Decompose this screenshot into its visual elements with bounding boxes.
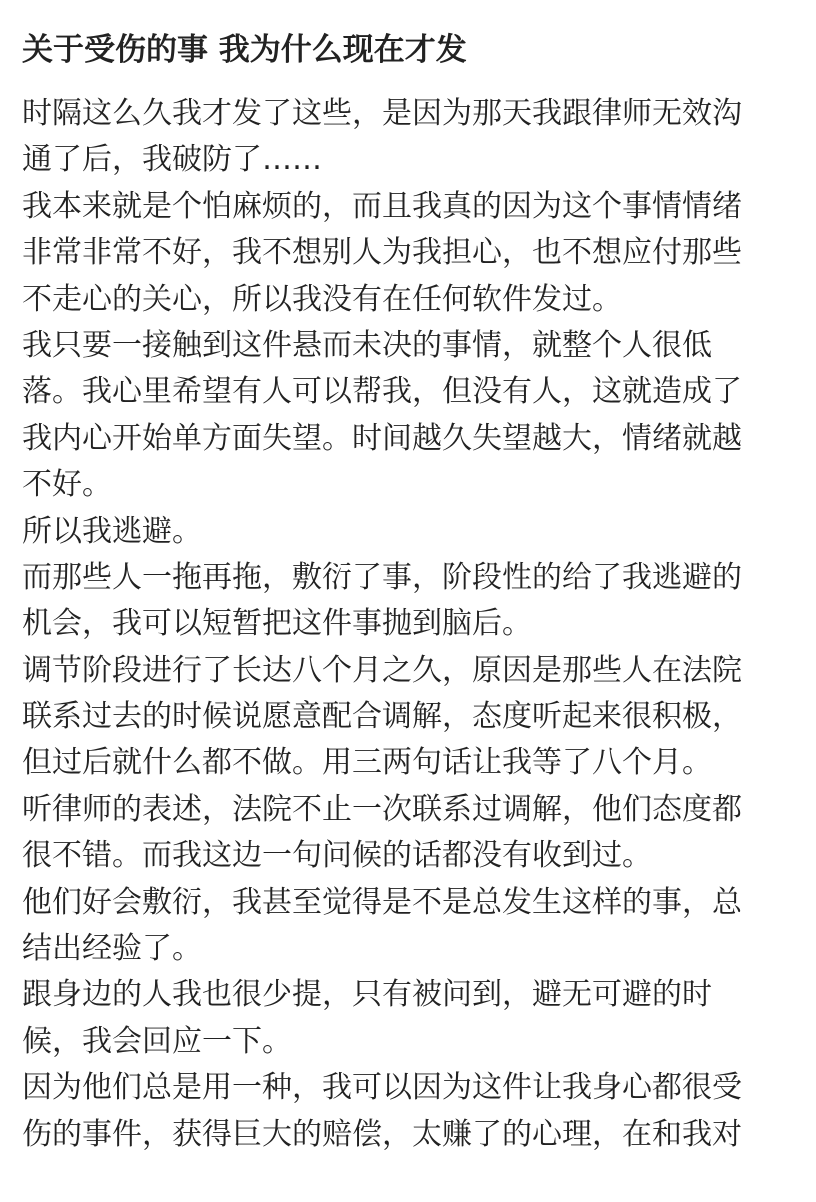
body-line: 因为他们总是用一种，我可以因为这件让我身心都很受 <box>22 1070 742 1106</box>
post-title: 关于受伤的事 我为什么现在才发 <box>22 32 467 68</box>
body-line: 很不错。而我这边一句问候的话都没有收到过。 <box>22 838 652 874</box>
body-line: 结出经验了。 <box>22 931 202 967</box>
body-line: 伤的事件，获得巨大的赔偿，太赚了的心理，在和我对 <box>22 1116 742 1152</box>
body-line: 我内心开始单方面失望。时间越久失望越大，情绪就越 <box>22 420 742 456</box>
body-line: 不好。 <box>22 467 112 503</box>
post-body <box>22 91 798 1158</box>
body-line: 我只要一接触到这件悬而未决的事情，就整个人很低 <box>22 327 712 363</box>
body-line: 听律师的表述，法院不止一次联系过调解，他们态度都 <box>22 791 742 827</box>
body-line: 联系过去的时候说愿意配合调解，态度听起来很积极， <box>22 699 742 735</box>
body-line: 而那些人一拖再拖，敷衍了事，阶段性的给了我逃避的 <box>22 559 742 595</box>
body-line: 他们好会敷衍，我甚至觉得是不是总发生这样的事，总 <box>22 884 742 920</box>
body-line: 我本来就是个怕麻烦的，而且我真的因为这个事情情绪 <box>22 188 742 224</box>
body-line: 跟身边的人我也很少提，只有被问到，避无可避的时 <box>22 977 712 1013</box>
body-line: 不走心的关心，所以我没有在任何软件发过。 <box>22 281 622 317</box>
body-line: 所以我逃避。 <box>22 513 202 549</box>
body-line: 落。我心里希望有人可以帮我，但没有人，这就造成了 <box>22 374 742 410</box>
body-line: 时隔这么久我才发了这些，是因为那天我跟律师无效沟 <box>22 96 742 131</box>
body-line: 机会，我可以短暂把这件事抛到脑后。 <box>22 606 532 642</box>
body-line: 非常非常不好，我不想别人为我担心，也不想应付那些 <box>22 235 742 271</box>
body-line: 通了后，我破防了…… <box>22 142 322 178</box>
body-line: 调节阶段进行了长达八个月之久，原因是那些人在法院 <box>22 652 742 688</box>
body-line: 但过后就什么都不做。用三两句话让我等了八个月。 <box>22 745 712 781</box>
body-line: 候，我会回应一下。 <box>22 1023 292 1059</box>
